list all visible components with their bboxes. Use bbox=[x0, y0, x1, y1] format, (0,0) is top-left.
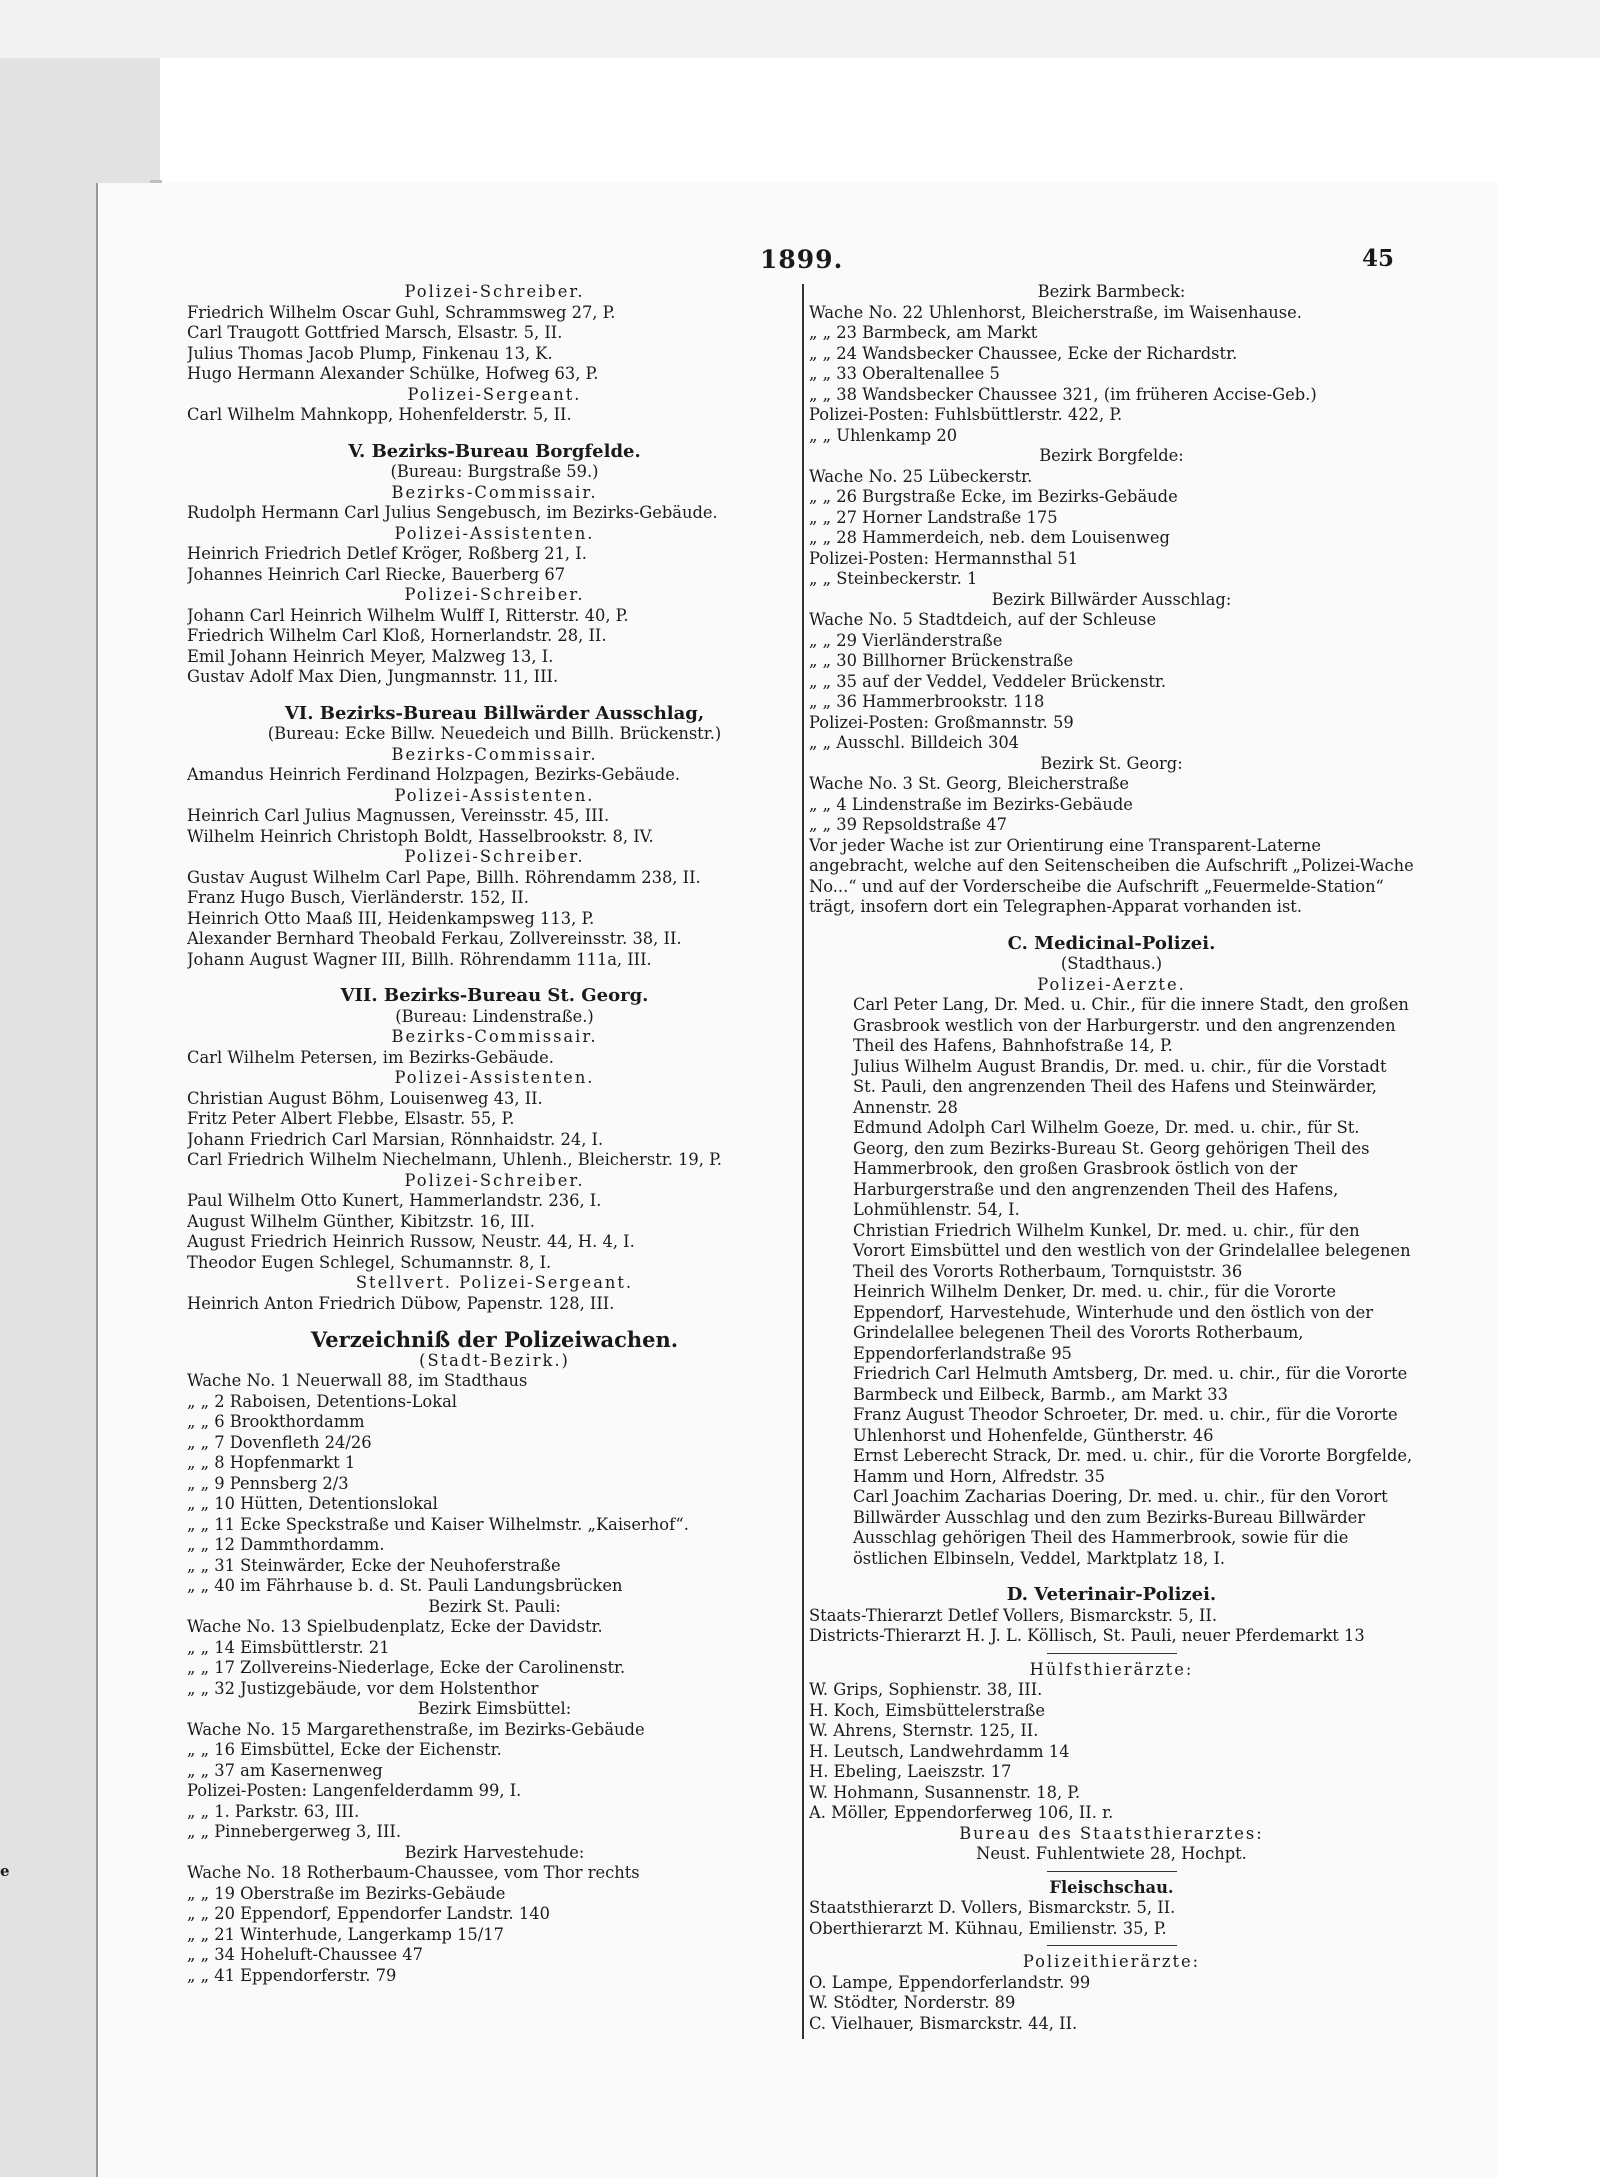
right-column-line: Bezirk Barmbeck: bbox=[1037, 282, 1186, 301]
right-column-line: Julius Wilhelm August Brandis, Dr. med. u. chir., für die Vorstadt St. Pauli, den angrenzenden Theil des Hafens und Steinwärder, Annenstr. 28 bbox=[853, 1056, 1387, 1117]
left-column-line: Polizei-Schreiber. bbox=[404, 282, 585, 301]
right-column-line: „ „ 26 Burgstraße Ecke, im Bezirks-Gebäude bbox=[809, 487, 1178, 506]
right-column-line: Franz August Theodor Schroeter, Dr. med. u. chir., für die Vororte Uhlenhorst und Hohenfelde, Güntherstr. 46 bbox=[853, 1405, 1398, 1445]
page-year: 1899. bbox=[760, 245, 844, 274]
left-column-line: „ „ 10 Hütten, Detentionslokal bbox=[187, 1494, 438, 1513]
left-column-line: Johann August Wagner III, Billh. Röhrendamm 111a, III. bbox=[187, 949, 652, 969]
right-column-line: „ „ 23 Barmbeck, am Markt bbox=[809, 323, 1038, 342]
left-column-line: (Stadt-Bezirk.) bbox=[419, 1350, 570, 1370]
left-column-line: VII. Bezirks-Bureau St. Georg. bbox=[340, 986, 649, 1006]
right-column-line: (Stadthaus.) bbox=[1060, 954, 1163, 973]
left-column-line: (Bureau: Burgstraße 59.) bbox=[390, 462, 599, 481]
left-column-spacer bbox=[187, 688, 802, 704]
left-column-line: „ „ 32 Justizgebäude, vor dem Holstenthor bbox=[187, 1678, 539, 1698]
left-column-line: Bezirk Eimsbüttel: bbox=[417, 1699, 572, 1718]
left-column-line: Wache No. 15 Margarethenstraße, im Bezirks-Gebäude bbox=[187, 1719, 645, 1739]
right-column-line: „ „ 29 Vierländerstraße bbox=[809, 630, 1003, 650]
right-column-line: „ „ 27 Horner Landstraße 175 bbox=[809, 507, 1058, 527]
right-column-line: Wache No. 3 St. Georg, Bleicherstraße bbox=[809, 774, 1130, 793]
right-column-line: „ „ Ausschl. Billdeich 304 bbox=[809, 733, 1020, 752]
right-column-line: H. Ebeling, Laeiszstr. 17 bbox=[809, 1762, 1012, 1781]
left-column-line: „ „ 31 Steinwärder, Ecke der Neuhoferstraße bbox=[187, 1555, 561, 1575]
left-column-line: „ „ 1. Parkstr. 63, III. bbox=[187, 1801, 360, 1821]
left-column-line: „ „ 7 Dovenfleth 24/26 bbox=[187, 1432, 372, 1452]
left-column-line: Polizei-Assistenten. bbox=[394, 785, 595, 805]
left-column-line: Polizei-Sergeant. bbox=[407, 384, 582, 404]
left-column-spacer bbox=[187, 426, 802, 442]
right-column-line: H. Koch, Eimsbüttelerstraße bbox=[809, 1700, 1046, 1720]
right-column-line: „ „ 33 Oberaltenallee 5 bbox=[809, 364, 1000, 383]
right-column-line: O. Lampe, Eppendorferlandstr. 99 bbox=[809, 1972, 1091, 1992]
left-column-line: Bezirk Harvestehude: bbox=[404, 1842, 585, 1862]
left-column-line: Julius Thomas Jacob Plump, Finkenau 13, K. bbox=[187, 343, 553, 363]
right-column-line: W. Stödter, Norderstr. 89 bbox=[809, 1993, 1016, 2012]
left-column-line: Carl Wilhelm Mahnkopp, Hohenfelderstr. 5, II. bbox=[187, 405, 572, 424]
left-column-line: VI. Bezirks-Bureau Billwärder Ausschlag, bbox=[284, 703, 705, 724]
right-column-line: Polizei-Aerzte. bbox=[1037, 974, 1186, 994]
left-column-line: „ „ 8 Hopfenmarkt 1 bbox=[187, 1453, 356, 1472]
left-column-line: „ „ 9 Pennsberg 2/3 bbox=[187, 1473, 349, 1493]
right-column-line: C. Medicinal-Polizei. bbox=[1007, 933, 1216, 954]
right-column-line: Wache No. 22 Uhlenhorst, Bleicherstraße, im Waisenhause. bbox=[809, 302, 1302, 322]
right-column-line: „ „ Steinbeckerstr. 1 bbox=[809, 569, 978, 588]
left-column-line: „ „ 40 im Fährhause b. d. St. Pauli Landungsbrücken bbox=[187, 1576, 623, 1595]
left-column-line: Heinrich Otto Maaß III, Heidenkampsweg 113, P. bbox=[187, 908, 595, 928]
left-column-line: August Friedrich Heinrich Russow, Neustr. 44, H. 4, I. bbox=[187, 1232, 635, 1251]
left-column-line: Gustav August Wilhelm Carl Pape, Billh. Röhrendamm 238, II. bbox=[187, 867, 701, 887]
right-column-line: Vor jeder Wache ist zur Orientirung eine Transparent-Laterne angebracht, welche auf den Seitenscheiben die Aufschrift „Polizei-Wache No...“ und auf der Vorderscheibe die Aufschrift „Feuermelde-Station“ trägt, insofern dort ein Telegraphen-Apparat vorhanden ist. bbox=[809, 835, 1414, 916]
left-column-line: Wache No. 1 Neuerwall 88, im Stadthaus bbox=[187, 1371, 528, 1390]
left-column-line: Bezirks-Commissair. bbox=[391, 482, 598, 502]
right-column-line: Neust. Fuhlentwiete 28, Hochpt. bbox=[976, 1844, 1247, 1863]
right-column-line: Staats-Thierarzt Detlef Vollers, Bismarckstr. 5, II. bbox=[809, 1605, 1217, 1625]
right-column-line: Heinrich Wilhelm Denker, Dr. med. u. chir., für die Vororte Eppendorf, Harvestehude, Winterhude und den östlich von der Grindelallee belegenen Theil des Vororts Rotherbaum, Eppendorferlandstraße 95 bbox=[853, 1282, 1374, 1363]
left-column-line: „ „ 2 Raboisen, Detentions-Lokal bbox=[187, 1391, 457, 1411]
left-column-line: „ „ 37 am Kasernenweg bbox=[187, 1760, 383, 1780]
left-column-line: Bezirks-Commissair. bbox=[391, 1027, 598, 1046]
right-column-spacer bbox=[1047, 1871, 1177, 1872]
right-column-line: H. Leutsch, Landwehrdamm 14 bbox=[809, 1741, 1070, 1761]
right-column-line: „ „ Uhlenkamp 20 bbox=[809, 425, 958, 445]
right-column-line: „ „ 39 Repsoldstraße 47 bbox=[809, 815, 1008, 834]
left-column-line: Heinrich Anton Friedrich Dübow, Papenstr. 128, III. bbox=[187, 1293, 615, 1313]
left-column-line: Paul Wilhelm Otto Kunert, Hammerlandstr. 236, I. bbox=[187, 1191, 602, 1210]
right-column-line: Oberthierarzt M. Kühnau, Emilienstr. 35, P. bbox=[809, 1918, 1167, 1938]
left-column-line: Heinrich Carl Julius Magnussen, Vereinsstr. 45, III. bbox=[187, 806, 610, 825]
right-column-line: „ „ 4 Lindenstraße im Bezirks-Gebäude bbox=[809, 794, 1133, 814]
left-column-line: Fritz Peter Albert Flebbe, Elsastr. 55, P. bbox=[187, 1109, 515, 1128]
right-column-line: „ „ 30 Billhorner Brückenstraße bbox=[809, 651, 1074, 670]
right-column-line: Polizei-Posten: Großmannstr. 59 bbox=[809, 712, 1074, 732]
left-column-line: Polizei-Schreiber. bbox=[404, 1170, 585, 1190]
right-column-line: W. Ahrens, Sternstr. 125, II. bbox=[809, 1721, 1039, 1740]
right-column-line: Staatsthierarzt D. Vollers, Bismarckstr. 5, II. bbox=[809, 1898, 1176, 1917]
left-column-line: Rudolph Hermann Carl Julius Sengebusch, im Bezirks-Gebäude. bbox=[187, 503, 718, 522]
right-column-line: Friedrich Carl Helmuth Amtsberg, Dr. med. u. chir., für die Vororte Barmbeck und Eilbeck, Barmb., am Markt 33 bbox=[853, 1364, 1408, 1404]
left-column-line: „ „ 14 Eimsbüttlerstr. 21 bbox=[187, 1637, 390, 1657]
left-column-line: Christian August Böhm, Louisenweg 43, II. bbox=[187, 1088, 543, 1108]
left-column-line: „ „ 41 Eppendorferstr. 79 bbox=[187, 1965, 397, 1985]
left-column-line: Carl Friedrich Wilhelm Niechelmann, Uhlenh., Bleicherstr. 19, P. bbox=[187, 1150, 722, 1169]
left-column-line: „ „ 34 Hoheluft-Chaussee 47 bbox=[187, 1945, 424, 1964]
left-column-line: Polizei-Schreiber. bbox=[404, 847, 585, 866]
right-column-line: „ „ 24 Wandsbecker Chaussee, Ecke der Richardstr. bbox=[809, 343, 1238, 363]
right-column-line: Districts-Thierarzt H. J. L. Köllisch, St. Pauli, neuer Pferdemarkt 13 bbox=[809, 1626, 1365, 1645]
right-column-line: Carl Joachim Zacharias Doering, Dr. med. u. chir., für den Vorort Billwärder Ausschlag und den zum Bezirks-Bureau Billwärder Ausschlag gehörigen Theil des Hammerbrook, sowie für die östlichen Elbinseln, Veddel, Marktplatz 18, I. bbox=[853, 1487, 1388, 1568]
left-column-line: „ „ 21 Winterhude, Langerkamp 15/17 bbox=[187, 1924, 504, 1944]
left-column-line: „ „ 6 Brookthordamm bbox=[187, 1412, 365, 1431]
left-column-line: Johannes Heinrich Carl Riecke, Bauerberg 67 bbox=[187, 564, 566, 584]
left-column-line: „ „ 19 Oberstraße im Bezirks-Gebäude bbox=[187, 1883, 506, 1903]
right-column-line: A. Möller, Eppendorferweg 106, II. r. bbox=[809, 1803, 1114, 1822]
left-column-line: „ „ 11 Ecke Speckstraße und Kaiser Wilhelmstr. „Kaiserhof“. bbox=[187, 1514, 689, 1534]
left-column-line: Bezirks-Commissair. bbox=[391, 744, 598, 764]
right-column-line: Hülfsthierärzte: bbox=[1029, 1659, 1194, 1679]
left-column-line: Hugo Hermann Alexander Schülke, Hofweg 63, P. bbox=[187, 364, 599, 383]
left-column-line: „ „ 20 Eppendorf, Eppendorfer Landstr. 140 bbox=[187, 1904, 550, 1923]
right-column-line: Edmund Adolph Carl Wilhelm Goeze, Dr. med. u. chir., für St. Georg, den zum Bezirks-Bureau St. Georg gehörigen Theil des Hammerbrook, den großen Grasbrook östlich von der Harburgerstraße und den angrenzenden Theil des Hafens, Lohmühlenstr. 54, I. bbox=[853, 1118, 1370, 1219]
right-column-line: Fleischschau. bbox=[1049, 1877, 1174, 1897]
left-column-line: Amandus Heinrich Ferdinand Holzpagen, Bezirks-Gebäude. bbox=[187, 765, 681, 784]
right-column-line: Wache No. 5 Stadtdeich, auf der Schleuse bbox=[809, 610, 1157, 629]
left-column-line: Gustav Adolf Max Dien, Jungmannstr. 11, III. bbox=[187, 667, 559, 686]
left-column-line: (Bureau: Ecke Billw. Neuedeich und Billh. Brückenstr.) bbox=[267, 724, 722, 743]
left-column-line: Polizei-Schreiber. bbox=[404, 585, 585, 604]
right-column-line: Bureau des Staatsthierarztes: bbox=[959, 1823, 1264, 1843]
right-column-line: Polizei-Posten: Hermannsthal 51 bbox=[809, 548, 1079, 568]
right-column bbox=[809, 282, 1414, 2034]
left-column-spacer bbox=[187, 970, 802, 986]
column-divider bbox=[802, 284, 804, 2039]
left-column-line: „ „ Pinnebergerweg 3, III. bbox=[187, 1822, 402, 1841]
left-column-line: Carl Wilhelm Petersen, im Bezirks-Gebäude. bbox=[187, 1047, 554, 1067]
left-column-line: Wilhelm Heinrich Christoph Boldt, Hasselbrookstr. 8, IV. bbox=[187, 826, 654, 846]
right-column-line: Wache No. 25 Lübeckerstr. bbox=[809, 466, 1033, 486]
right-column-line: „ „ 38 Wandsbecker Chaussee 321, (im früheren Accise-Geb.) bbox=[809, 384, 1317, 404]
left-column-line: Bezirk St. Pauli: bbox=[428, 1596, 561, 1616]
left-column-line: Johann Friedrich Carl Marsian, Rönnhaidstr. 24, I. bbox=[187, 1129, 604, 1149]
left-column-line: Carl Traugott Gottfried Marsch, Elsastr. 5, II. bbox=[187, 323, 563, 342]
right-column-line: Bezirk Billwärder Ausschlag: bbox=[991, 589, 1232, 609]
left-column-line: „ „ 12 Dammthordamm. bbox=[187, 1535, 385, 1554]
right-column-line: „ „ 35 auf der Veddel, Veddeler Brückenstr. bbox=[809, 671, 1167, 691]
right-column-line: Bezirk St. Georg: bbox=[1040, 753, 1183, 773]
left-column-line: Emil Johann Heinrich Meyer, Malzweg 13, I. bbox=[187, 646, 554, 666]
right-column-spacer bbox=[1047, 1653, 1177, 1654]
left-column-spacer bbox=[187, 1314, 802, 1330]
right-column-line: Polizei-Posten: Fuhlsbüttlerstr. 422, P. bbox=[809, 405, 1123, 424]
left-column-line: „ „ 17 Zollvereins-Niederlage, Ecke der Carolinenstr. bbox=[187, 1658, 626, 1677]
left-column-line: Polizei-Assistenten. bbox=[394, 523, 595, 543]
right-column-spacer bbox=[809, 918, 1414, 934]
left-column-line: Theodor Eugen Schlegel, Schumannstr. 8, I. bbox=[187, 1252, 552, 1272]
right-column-line: W. Grips, Sophienstr. 38, III. bbox=[809, 1680, 1043, 1699]
left-column-line: Wache No. 18 Rotherbaum-Chaussee, vom Thor rechts bbox=[187, 1863, 640, 1882]
left-column-line: Polizei-Posten: Langenfelderdamm 99, I. bbox=[187, 1781, 522, 1800]
right-column-spacer bbox=[809, 1569, 1414, 1585]
right-column-line: Bezirk Borgfelde: bbox=[1039, 446, 1184, 465]
right-column-line: „ „ 36 Hammerbrookstr. 118 bbox=[809, 692, 1045, 711]
left-column-line: Verzeichniß der Polizeiwachen. bbox=[310, 1330, 679, 1351]
left-column-line: Alexander Bernhard Theobald Ferkau, Zollvereinsstr. 38, II. bbox=[187, 929, 682, 948]
scan-top-margin bbox=[0, 0, 1600, 58]
left-column-line: V. Bezirks-Bureau Borgfelde. bbox=[348, 441, 641, 462]
left-column-line: Friedrich Wilhelm Carl Kloß, Hornerlandstr. 28, II. bbox=[187, 626, 607, 645]
left-column-line: Heinrich Friedrich Detlef Kröger, Roßberg 21, I. bbox=[187, 544, 587, 563]
facing-page-text-fragment: e bbox=[0, 1862, 10, 1880]
right-column-line: Carl Peter Lang, Dr. Med. u. Chir., für die innere Stadt, den großen Grasbrook westlich von der Harburgerstr. und den angrenzenden Theil des Hafens, Bahnhofstraße 14, P. bbox=[853, 995, 1409, 1055]
right-column-line: Ernst Leberecht Strack, Dr. med. u. chir., für die Vororte Borgfelde, Hamm und Horn, Alfredstr. 35 bbox=[853, 1446, 1413, 1486]
left-column-line: Stellvert. Polizei-Sergeant. bbox=[355, 1273, 634, 1292]
left-column-line: Wache No. 13 Spielbudenplatz, Ecke der Davidstr. bbox=[187, 1617, 603, 1636]
right-column-line: D. Veterinair-Polizei. bbox=[1006, 1585, 1217, 1605]
left-column-line: „ „ 16 Eimsbüttel, Ecke der Eichenstr. bbox=[187, 1740, 502, 1759]
left-column-line: Johann Carl Heinrich Wilhelm Wulff I, Ritterstr. 40, P. bbox=[187, 605, 629, 625]
right-column-line: Christian Friedrich Wilhelm Kunkel, Dr. med. u. chir., für den Vorort Eimsbüttel und den westlich von der Grindelallee belegenen Theil des Vororts Rotherbaum, Tornquiststr. 36 bbox=[853, 1220, 1411, 1281]
left-column-line: August Wilhelm Günther, Kibitzstr. 16, III. bbox=[187, 1211, 535, 1231]
left-column-line: Polizei-Assistenten. bbox=[394, 1068, 595, 1087]
left-column-line: Franz Hugo Busch, Vierländerstr. 152, II. bbox=[187, 888, 529, 907]
left-column bbox=[187, 282, 802, 1986]
right-column-line: „ „ 28 Hammerdeich, neb. dem Louisenweg bbox=[809, 528, 1170, 547]
page-number: 45 bbox=[1362, 245, 1395, 272]
left-column-line: (Bureau: Lindenstraße.) bbox=[395, 1006, 594, 1026]
right-column-line: W. Hohmann, Susannenstr. 18, P. bbox=[809, 1782, 1081, 1802]
right-column-line: Polizeithierärzte: bbox=[1022, 1952, 1201, 1971]
right-column-line: C. Vielhauer, Bismarckstr. 44, II. bbox=[809, 2013, 1078, 2033]
right-column-spacer bbox=[1047, 1945, 1177, 1946]
left-column-line: Friedrich Wilhelm Oscar Guhl, Schrammsweg 27, P. bbox=[187, 302, 616, 322]
